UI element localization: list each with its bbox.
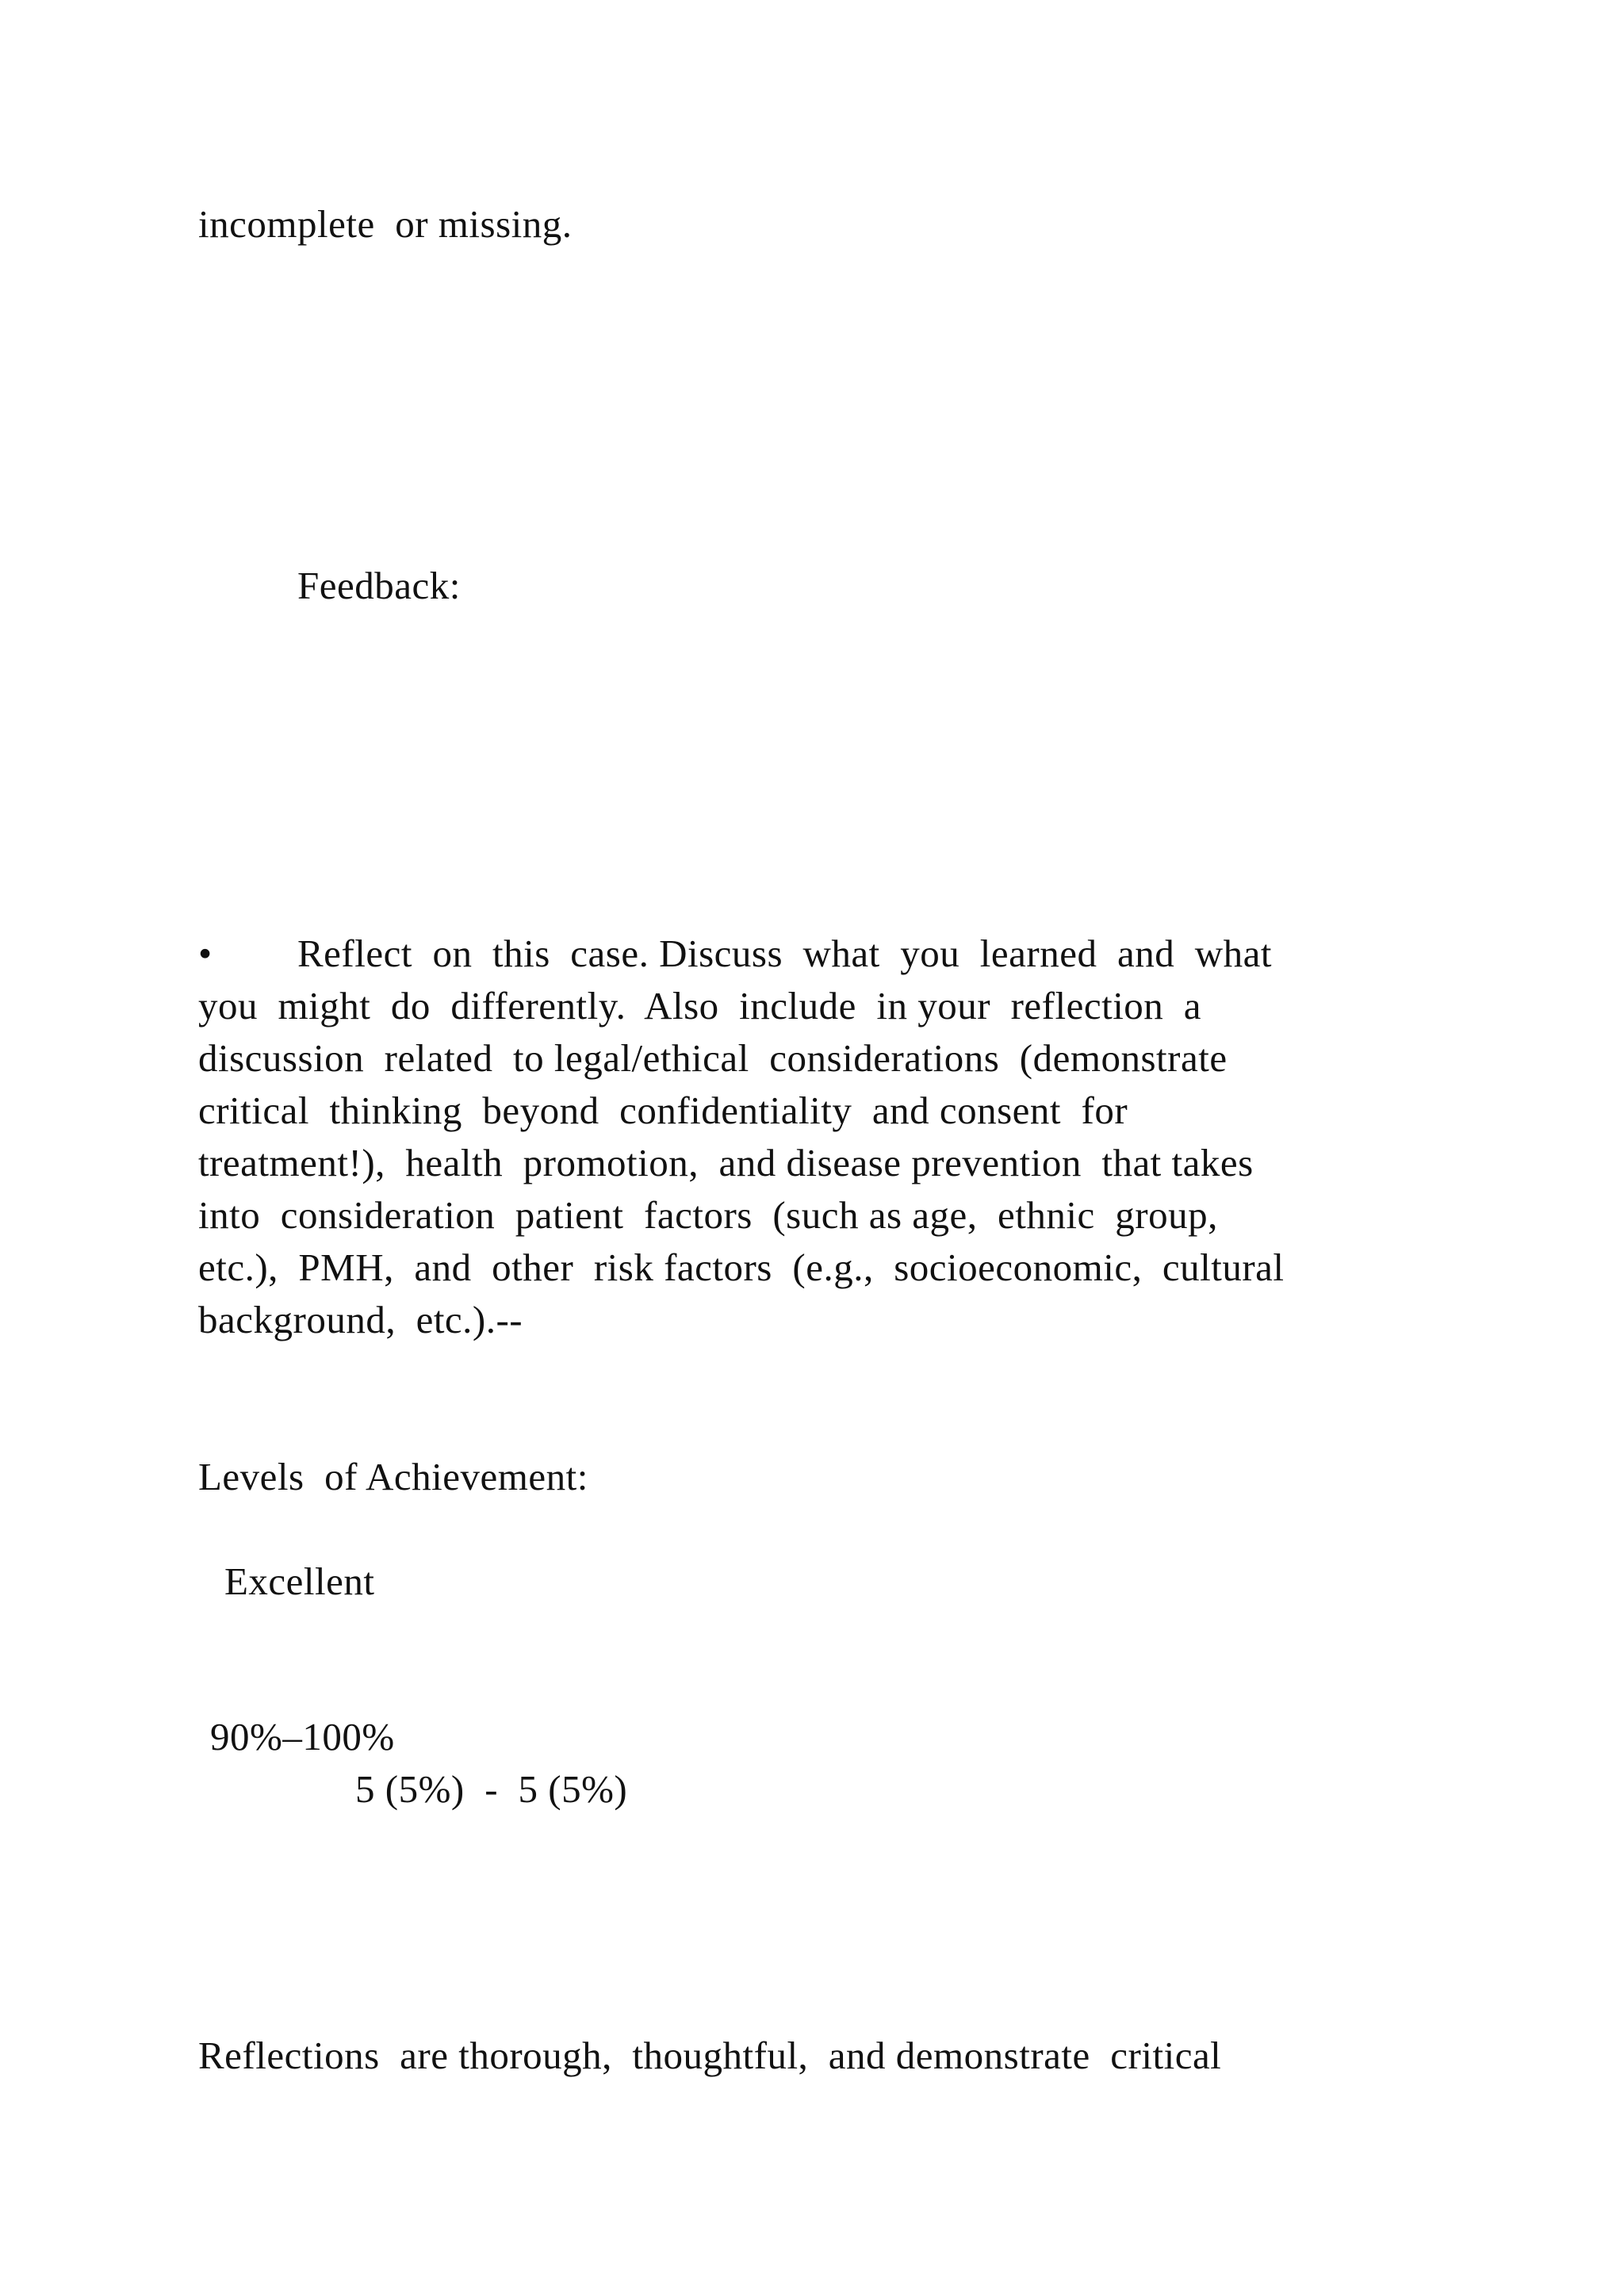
reflection-prompt-line: Reflect on this case. Discuss what you learned and what bbox=[297, 932, 1272, 975]
level-description: Reflections are thorough, thoughtful, and demonstrate critical bbox=[198, 2034, 1222, 2077]
level-name: Excellent bbox=[224, 1559, 375, 1603]
bullet-icon: • bbox=[198, 932, 213, 975]
reflection-prompt-line: treatment!), health promotion, and disease prevention that takes bbox=[198, 1141, 1254, 1184]
reflection-prompt-line: you might do differently. Also include in your reflection a bbox=[198, 984, 1202, 1027]
reflection-prompt-line: into consideration patient factors (such as age, ethnic group, bbox=[198, 1193, 1218, 1237]
reflection-prompt-line: etc.), PMH, and other risk factors (e.g., socioeconomic, cultural bbox=[198, 1246, 1285, 1289]
continuation-text: incomplete or missing. bbox=[198, 202, 573, 246]
reflection-prompt-line: discussion related to legal/ethical considerations (demonstrate bbox=[198, 1036, 1228, 1080]
levels-heading: Levels of Achievement: bbox=[198, 1455, 588, 1498]
reflection-prompt-line: critical thinking beyond confidentiality and consent for bbox=[198, 1089, 1128, 1132]
level-points: 5 (5%) - 5 (5%) bbox=[355, 1767, 628, 1811]
feedback-label: Feedback: bbox=[297, 564, 461, 607]
reflection-prompt bbox=[198, 928, 1435, 1346]
reflection-prompt-line: background, etc.).-- bbox=[198, 1298, 523, 1341]
level-range: 90%–100% bbox=[210, 1715, 395, 1758]
